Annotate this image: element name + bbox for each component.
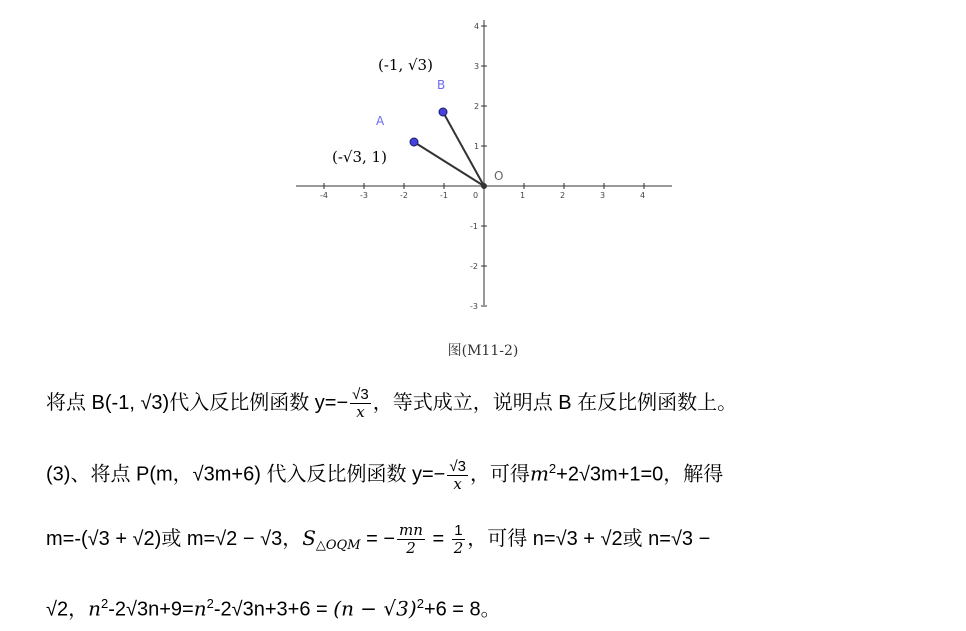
line1-text-b: ，等式成立，说明点 B 在反比例函数上。 [372, 391, 738, 414]
x-tick-label: 4 [640, 191, 646, 200]
y-tick-label: -1 [470, 222, 478, 231]
point-B-coord-label: (-1, √3) [378, 56, 433, 74]
fraction-numerator: 1 [452, 522, 466, 540]
fraction-sqrt3-over-x [350, 386, 371, 421]
x-tick-label: -3 [360, 191, 368, 200]
y-tick-label: 1 [474, 142, 480, 151]
coordinate-figure [290, 10, 680, 310]
fraction-denominator: 2 [453, 539, 464, 557]
fraction-mn-over-2 [397, 522, 425, 557]
x-tick-label: 0 [473, 191, 479, 200]
line1-text-a: 将点 B(-1, √3)代入反比例函数 y=− [46, 391, 349, 414]
x-tick-label: 2 [560, 191, 566, 200]
point-A-coord-label: (-√3, 1) [332, 148, 387, 166]
x-tick-label: -1 [440, 191, 448, 200]
coordinate-plane [290, 10, 680, 310]
fraction-sqrt3-over-x [447, 458, 468, 493]
point-A-label: A [376, 114, 385, 128]
line2-text-c: +2√3m+1=0，解得 [556, 463, 724, 486]
exponent: 2 [548, 461, 557, 476]
math-n: n [193, 596, 207, 621]
math-n: n [88, 596, 101, 621]
math-binomial: (n − √3) [333, 596, 417, 621]
fraction-denominator: x [453, 474, 462, 493]
text-line-3 [46, 522, 710, 560]
text-line-1 [46, 386, 737, 421]
y-tick-label: 4 [474, 22, 480, 31]
origin-label: O [494, 169, 504, 183]
fraction-numerator: √3 [449, 457, 466, 475]
exponent: 2 [101, 596, 109, 611]
fraction-denominator: x [356, 403, 365, 421]
y-tick-label: -3 [470, 302, 478, 311]
x-tick-label: 3 [600, 191, 606, 200]
text-line-4 [46, 590, 501, 624]
x-tick-label: 1 [520, 191, 526, 200]
text-line-2 [46, 455, 723, 493]
line2-text-b: ，可得 [469, 463, 530, 486]
fraction-1-over-2 [452, 522, 466, 557]
line3-text-a: m=-(√3 + √2)或 m=√2 − √3， [46, 527, 303, 550]
equals-minus: = − [360, 527, 396, 550]
line4-text-b: -2√3n+9= [108, 598, 194, 621]
x-tick-label: -4 [320, 191, 328, 200]
point-A [410, 138, 418, 146]
area-subscript: △OQM [315, 537, 361, 553]
math-m: m [529, 461, 549, 486]
y-tick-label: -2 [470, 262, 478, 271]
area-symbol: S [302, 525, 316, 550]
exponent: 2 [416, 596, 424, 611]
line4-text-a: √2， [46, 598, 89, 621]
x-tick-label: -2 [400, 191, 408, 200]
fraction-numerator: mn [399, 521, 423, 539]
point-B [439, 108, 447, 116]
line4-text-c: -2√3n+3+6 = [213, 598, 334, 621]
line3-text-b: ，可得 n=√3 + √2或 n=√3 − [467, 527, 711, 550]
line4-text-e: +6 = 8。 [423, 598, 501, 621]
y-tick-label: 2 [474, 102, 480, 111]
fraction-numerator: √3 [352, 386, 369, 403]
fraction-denominator: 2 [406, 539, 416, 557]
figure-caption: 图(M11-2) [447, 343, 519, 359]
exponent: 2 [206, 596, 214, 611]
equals: = [426, 527, 450, 550]
y-tick-label: 3 [474, 62, 480, 71]
point-O [481, 183, 487, 189]
line2-text-a: (3)、将点 P(m，√3m+6) 代入反比例函数 y=− [46, 463, 446, 486]
point-B-label: B [437, 78, 446, 92]
